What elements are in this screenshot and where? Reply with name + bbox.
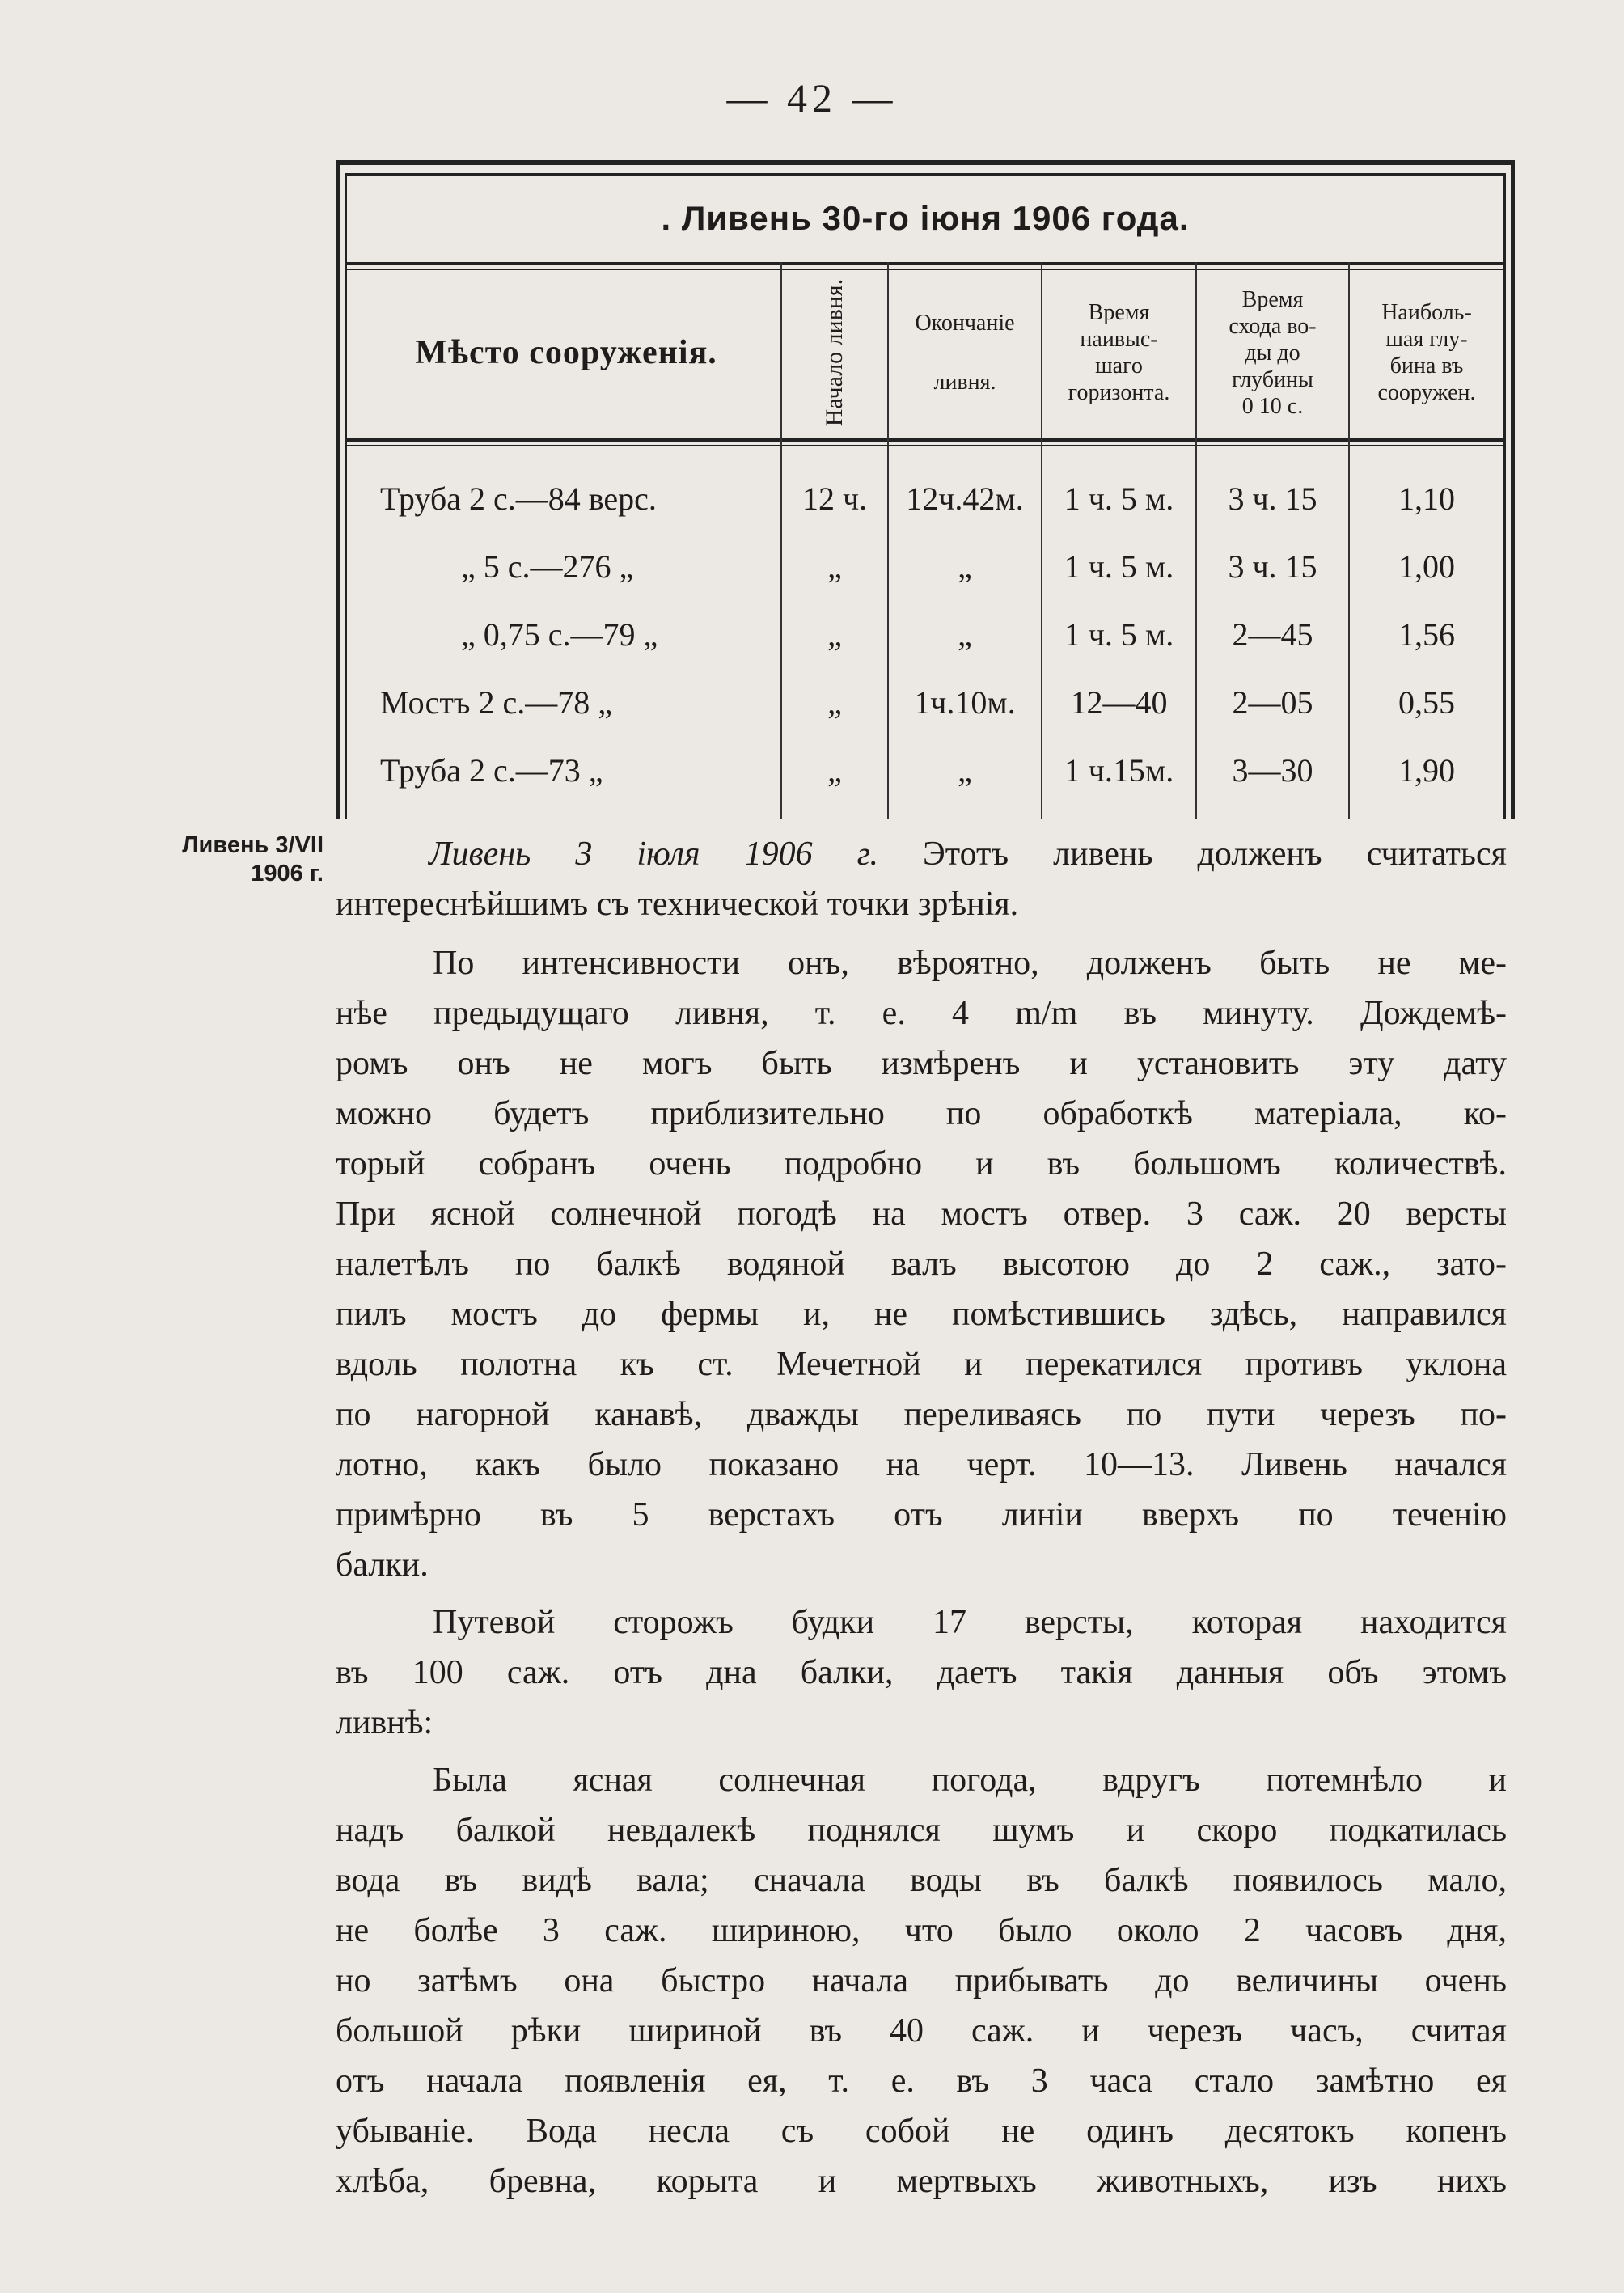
column-divider [780,262,782,819]
section-lead-heading: Ливень 3 іюля 1906 г. [429,836,878,873]
header-place: Мѣсто сооруженія. [415,334,717,371]
table-row-depth: 1,56 [1398,616,1455,653]
table-row-place: „ 5 с.—276 „ [461,548,634,585]
table-row-recede: 2—05 [1232,683,1313,721]
paragraph-line: лотно, какъ было показано на черт. 10—13. Ливень начался [336,1446,1507,1483]
title-rule-inner [345,269,1506,270]
paragraph-line: отъ начала появленія ея, т. е. въ 3 часа стало замѣтно ея [336,2062,1507,2100]
table-row-depth: 0,55 [1398,683,1455,721]
column-divider [1348,262,1350,819]
table-row-peak: 1 ч.15м. [1064,751,1174,789]
table-row-start: „ [827,683,842,721]
table-row-peak: 12—40 [1070,683,1168,721]
table-row-peak: 1 ч. 5 м. [1064,616,1174,653]
paragraph-line: По интенсивности онъ, вѣроятно, долженъ быть не ме- [433,945,1507,982]
table-row-place: „ 0,75 с.—79 „ [461,616,658,653]
paragraph-line: въ 100 саж. отъ дна балки, даетъ такія данныя объ этомъ [336,1654,1507,1691]
paragraph-line: налетѣлъ по балкѣ водяной валъ высотою до 2 саж., зато- [336,1246,1507,1283]
table-row-end: „ [958,751,972,789]
column-divider [887,262,889,819]
table-row-end: 12ч.42м. [906,480,1024,517]
table-row-start: 12 ч. [801,480,868,517]
page-number: — 42 — [726,75,898,121]
table-row-depth: 1,10 [1398,480,1455,517]
table-row-end: „ [958,548,972,585]
paragraph-line: вода въ видѣ вала; сначала воды въ балкѣ появилось мало, [336,1862,1507,1899]
paragraph-line: убываніе. Вода несла съ собой не одинъ десятокъ копенъ [336,2113,1507,2150]
table-row-place: Труба 2 с.—73 „ [380,751,603,789]
table-row-end: „ [958,616,972,653]
table-row-recede: 3 ч. 15 [1228,548,1317,585]
table-row-place: Мостъ 2 с.—78 „ [380,683,612,721]
paragraph-line: вдоль полотна къ ст. Мечетной и перекатился противъ уклона [336,1346,1507,1383]
table-row-peak: 1 ч. 5 м. [1064,548,1174,585]
table-row-recede: 3 ч. 15 [1228,480,1317,517]
table-row-recede: 2—45 [1232,616,1313,653]
paragraph-line: нѣе предыдущаго ливня, т. е. 4 m/m въ минуту. Дождемѣ- [336,995,1507,1032]
table-row-start: „ [827,548,842,585]
paragraph-line: не болѣе 3 саж. шириною, что было около 2 часовъ дня, [336,1912,1507,1949]
paragraph-line: ливнѣ: [336,1704,433,1741]
paragraph-line: торый собранъ очень подробно и въ большомъ количествѣ. [336,1145,1507,1182]
header-rule-inner [345,445,1506,446]
paragraph-line: большой рѣки шириной въ 40 саж. и черезъ часъ, считая [336,2012,1507,2050]
table-row-start: „ [827,751,842,789]
paragraph-line: ромъ онъ не могъ быть измѣренъ и установить эту дату [336,1045,1507,1082]
paragraph-line: примѣрно въ 5 верстахъ отъ линіи вверхъ по теченію [336,1496,1507,1534]
paragraph-line: надъ балкой невдалекѣ поднялся шумъ и скоро подкатилась [336,1812,1507,1849]
header-peak: Время наивыс- шаго горизонта. [1068,300,1170,405]
header-recede: Время схода во- ды до глубины 0 10 с. [1229,286,1317,419]
margin-note: Ливень 3/VII 1906 г. [182,832,324,886]
table-row-recede: 3—30 [1232,751,1313,789]
column-divider [1041,262,1042,819]
paragraph-line: При ясной солнечной погодѣ на мостъ отвер. 3 саж. 20 версты [336,1195,1507,1233]
paragraph-line: Ливень 3 іюля 1906 г. Этотъ ливень долженъ считаться [429,836,1507,873]
paragraph-line: по нагорной канавѣ, дважды переливаясь по пути черезъ по- [336,1396,1507,1433]
title-rule [345,262,1506,265]
table-row-depth: 1,00 [1398,548,1455,585]
paragraph-line: интереснѣйшимъ съ технической точки зрѣнія. [336,886,1019,923]
table-row-start: „ [827,616,842,653]
table-row-end: 1ч.10м. [914,683,1016,721]
table-row-place: Труба 2 с.—84 верс. [380,480,657,517]
paragraph-line: можно будетъ приблизительно по обработкѣ матеріала, ко- [336,1095,1507,1132]
paragraph-line: Была ясная солнечная погода, вдругъ потемнѣло и [433,1762,1507,1799]
paragraph-line: пилъ мостъ до фермы и, не помѣстившись здѣсь, направился [336,1296,1507,1333]
header-rule [345,438,1506,442]
column-divider [1195,262,1197,819]
header-start: Начало ливня. [821,278,848,427]
rainfall-table [336,160,1515,819]
paragraph-line: хлѣба, бревна, корыта и мертвыхъ животныхъ, изъ нихъ [336,2163,1507,2200]
paragraph-line: балки. [336,1546,429,1584]
header-end: Окончаніе ливня. [915,311,1015,395]
paragraph-line: Путевой сторожъ будки 17 версты, которая находится [433,1604,1507,1641]
header-depth: Наиболь- шая глу- бина въ сооружен. [1377,300,1476,405]
table-title: . Ливень 30-го іюня 1906 года. [661,199,1190,237]
paragraph-line: но затѣмъ она быстро начала прибывать до величины очень [336,1962,1507,1999]
table-row-peak: 1 ч. 5 м. [1064,480,1174,517]
table-row-depth: 1,90 [1398,751,1455,789]
